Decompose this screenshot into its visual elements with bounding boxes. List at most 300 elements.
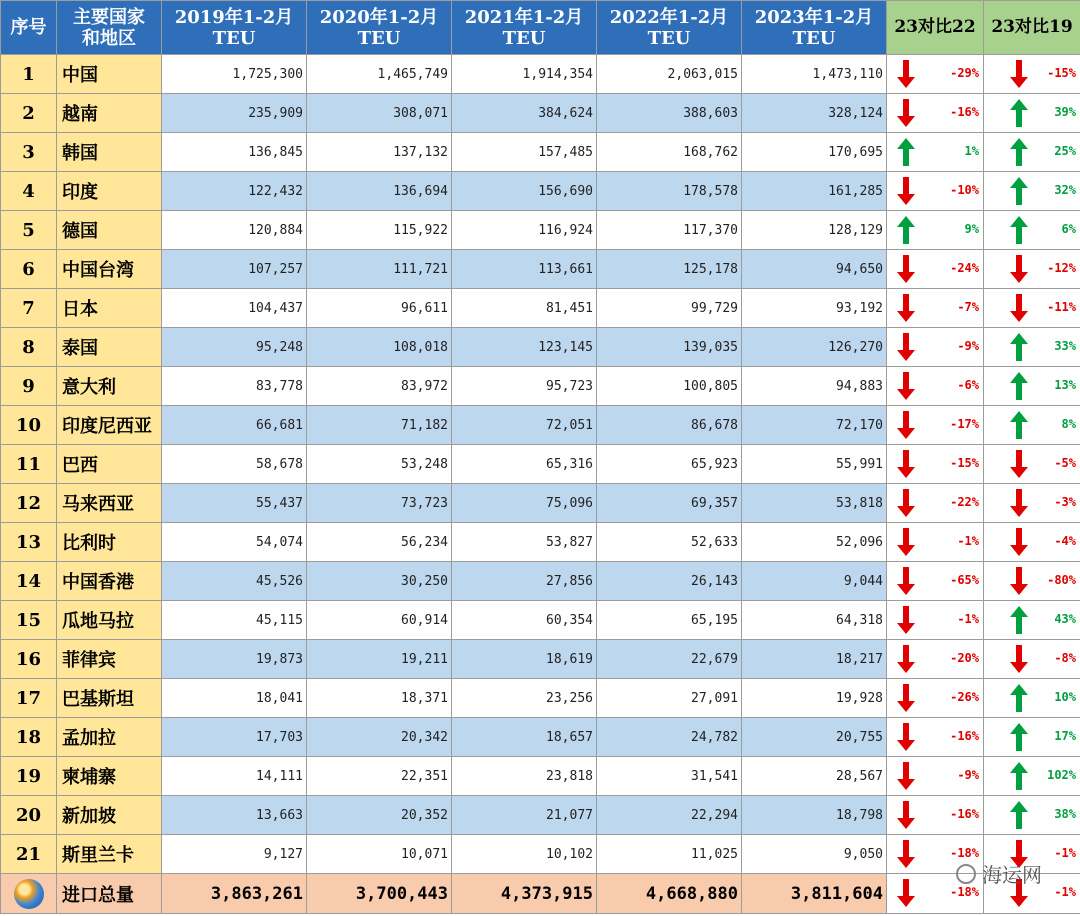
change-percent: 17% (1054, 729, 1076, 743)
change-percent: 102% (1047, 768, 1076, 782)
change-percent: -10% (950, 183, 979, 197)
change-percent: -17% (950, 417, 979, 431)
change-vs-2022 (887, 250, 984, 289)
region-name: 日本 (57, 289, 162, 328)
teu-value: 136,694 (307, 172, 452, 211)
teu-value: 111,721 (307, 250, 452, 289)
table-row (1, 289, 1080, 328)
arrow-down-icon (1008, 58, 1030, 90)
table-row (1, 523, 1080, 562)
change-percent: -18% (950, 846, 979, 860)
row-index: 2 (1, 94, 57, 133)
header-region (57, 1, 162, 55)
teu-value: 117,370 (597, 211, 742, 250)
teu-value: 128,129 (742, 211, 887, 250)
header-index: 序号 (1, 1, 57, 55)
header-unit: TEU (212, 27, 256, 49)
change-percent: 39% (1054, 105, 1076, 119)
teu-value: 20,342 (307, 718, 452, 757)
arrow-down-icon (895, 370, 917, 402)
teu-value: 60,354 (452, 601, 597, 640)
table-row (1, 718, 1080, 757)
teu-value: 56,234 (307, 523, 452, 562)
change-percent: -24% (950, 261, 979, 275)
change-percent: -3% (1054, 495, 1076, 509)
change-vs-2022 (887, 796, 984, 835)
change-vs-2019 (984, 172, 1080, 211)
teu-value: 64,318 (742, 601, 887, 640)
row-index: 12 (1, 484, 57, 523)
change-percent: -9% (957, 339, 979, 353)
table-row (1, 211, 1080, 250)
teu-value: 22,351 (307, 757, 452, 796)
teu-value: 113,661 (452, 250, 597, 289)
header-compare-22: 23对比22 (887, 1, 984, 55)
teu-value: 17,703 (162, 718, 307, 757)
teu-value: 20,352 (307, 796, 452, 835)
teu-value: 104,437 (162, 289, 307, 328)
region-name: 中国 (57, 55, 162, 94)
teu-value: 19,928 (742, 679, 887, 718)
change-vs-2019 (984, 406, 1080, 445)
teu-value: 9,127 (162, 835, 307, 874)
teu-value: 178,578 (597, 172, 742, 211)
teu-value: 96,611 (307, 289, 452, 328)
teu-value: 66,681 (162, 406, 307, 445)
table-row (1, 250, 1080, 289)
teu-value: 30,250 (307, 562, 452, 601)
table-row (1, 328, 1080, 367)
teu-value: 22,294 (597, 796, 742, 835)
arrow-down-icon (1008, 643, 1030, 675)
header-year-2021 (452, 1, 597, 55)
change-vs-2022 (887, 406, 984, 445)
header-period: 2021年1-2月 (464, 6, 584, 28)
teu-value: 94,650 (742, 250, 887, 289)
teu-value: 384,624 (452, 94, 597, 133)
teu-value: 10,102 (452, 835, 597, 874)
arrow-down-icon (895, 838, 917, 870)
change-vs-2019 (984, 55, 1080, 94)
teu-value: 1,914,354 (452, 55, 597, 94)
change-percent: -26% (950, 690, 979, 704)
change-percent: -5% (1054, 456, 1076, 470)
teu-value: 65,195 (597, 601, 742, 640)
teu-value: 53,248 (307, 445, 452, 484)
teu-value: 21,077 (452, 796, 597, 835)
teu-value: 11,025 (597, 835, 742, 874)
change-vs-2019 (984, 679, 1080, 718)
region-name: 德国 (57, 211, 162, 250)
change-vs-2022 (887, 289, 984, 328)
change-percent: 13% (1054, 378, 1076, 392)
region-name: 越南 (57, 94, 162, 133)
change-percent: -16% (950, 729, 979, 743)
table-row (1, 94, 1080, 133)
change-percent: 32% (1054, 183, 1076, 197)
change-vs-2022 (887, 445, 984, 484)
table-row (1, 601, 1080, 640)
arrow-down-icon (895, 526, 917, 558)
change-percent: 38% (1054, 807, 1076, 821)
change-vs-2022 (887, 640, 984, 679)
arrow-down-icon (1008, 448, 1030, 480)
header-year-2020 (307, 1, 452, 55)
table-row (1, 640, 1080, 679)
arrow-down-icon (1008, 292, 1030, 324)
change-vs-2019 (984, 796, 1080, 835)
change-vs-2019 (984, 718, 1080, 757)
region-name: 瓜地马拉 (57, 601, 162, 640)
row-index: 1 (1, 55, 57, 94)
arrow-up-icon (1008, 799, 1030, 831)
teu-value: 71,182 (307, 406, 452, 445)
teu-value: 52,633 (597, 523, 742, 562)
header-year-2023 (742, 1, 887, 55)
brand-name: 海运网 (982, 863, 1042, 887)
region-name: 比利时 (57, 523, 162, 562)
teu-value: 69,357 (597, 484, 742, 523)
change-vs-2019 (984, 367, 1080, 406)
header-unit: TEU (647, 27, 691, 49)
change-vs-2019 (984, 484, 1080, 523)
arrow-down-icon (895, 253, 917, 285)
change-percent: -80% (1047, 573, 1076, 587)
teu-value: 20,755 (742, 718, 887, 757)
teu-value: 28,567 (742, 757, 887, 796)
change-vs-2022 (887, 172, 984, 211)
header-unit: TEU (502, 27, 546, 49)
header-compare-19: 23对比19 (984, 1, 1080, 55)
teu-value: 18,371 (307, 679, 452, 718)
teu-value: 45,526 (162, 562, 307, 601)
teu-value: 18,657 (452, 718, 597, 757)
arrow-down-icon (1008, 838, 1030, 870)
region-name: 柬埔寨 (57, 757, 162, 796)
change-percent: 10% (1054, 690, 1076, 704)
arrow-down-icon (1008, 877, 1030, 909)
teu-value: 137,132 (307, 133, 452, 172)
row-index: 8 (1, 328, 57, 367)
row-index: 5 (1, 211, 57, 250)
arrow-down-icon (895, 721, 917, 753)
teu-value: 81,451 (452, 289, 597, 328)
change-percent: 25% (1054, 144, 1076, 158)
teu-value: 53,827 (452, 523, 597, 562)
teu-value: 170,695 (742, 133, 887, 172)
total-value: 4,373,915 (452, 874, 597, 914)
header-row (1, 1, 1080, 55)
teu-value: 55,437 (162, 484, 307, 523)
arrow-down-icon (895, 760, 917, 792)
teu-value: 95,248 (162, 328, 307, 367)
teu-value: 94,883 (742, 367, 887, 406)
teu-value: 73,723 (307, 484, 452, 523)
teu-value: 23,256 (452, 679, 597, 718)
region-name: 孟加拉 (57, 718, 162, 757)
arrow-up-icon (1008, 331, 1030, 363)
teu-value: 27,856 (452, 562, 597, 601)
teu-value: 126,270 (742, 328, 887, 367)
arrow-up-icon (1008, 136, 1030, 168)
region-name: 中国台湾 (57, 250, 162, 289)
teu-value: 55,991 (742, 445, 887, 484)
teu-value: 53,818 (742, 484, 887, 523)
row-index: 13 (1, 523, 57, 562)
change-percent: -15% (950, 456, 979, 470)
change-vs-2019 (984, 133, 1080, 172)
change-vs-2022 (887, 601, 984, 640)
change-vs-2022 (887, 55, 984, 94)
row-index: 11 (1, 445, 57, 484)
teu-value: 120,884 (162, 211, 307, 250)
change-vs-2019 (984, 523, 1080, 562)
region-name: 巴基斯坦 (57, 679, 162, 718)
arrow-down-icon (895, 643, 917, 675)
change-percent: 8% (1061, 417, 1076, 431)
change-percent: 6% (1061, 222, 1076, 236)
teu-value: 86,678 (597, 406, 742, 445)
teu-value: 60,914 (307, 601, 452, 640)
arrow-up-icon (895, 214, 917, 246)
table-row (1, 796, 1080, 835)
total-value: 4,668,880 (597, 874, 742, 914)
change-vs-2019 (984, 211, 1080, 250)
arrow-up-icon (1008, 370, 1030, 402)
teu-value: 9,050 (742, 835, 887, 874)
change-percent: 43% (1054, 612, 1076, 626)
teu-value: 1,473,110 (742, 55, 887, 94)
teu-value: 122,432 (162, 172, 307, 211)
arrow-down-icon (895, 877, 917, 909)
table-row (1, 757, 1080, 796)
teu-value: 2,063,015 (597, 55, 742, 94)
change-percent: -1% (957, 534, 979, 548)
arrow-up-icon (1008, 721, 1030, 753)
table-row (1, 835, 1080, 874)
total-row (1, 874, 1080, 914)
change-percent: -18% (950, 885, 979, 899)
arrow-down-icon (1008, 487, 1030, 519)
arrow-down-icon (895, 682, 917, 714)
change-percent: 1% (964, 144, 979, 158)
arrow-up-icon (1008, 175, 1030, 207)
arrow-down-icon (895, 799, 917, 831)
change-vs-2022 (887, 133, 984, 172)
change-percent: 9% (964, 222, 979, 236)
change-percent: -1% (1054, 846, 1076, 860)
header-year-2019 (162, 1, 307, 55)
change-percent: -29% (950, 66, 979, 80)
change-percent: -16% (950, 807, 979, 821)
teu-value: 115,922 (307, 211, 452, 250)
header-region-line2: 和地区 (82, 27, 136, 49)
row-index: 10 (1, 406, 57, 445)
teu-value: 9,044 (742, 562, 887, 601)
teu-value: 23,818 (452, 757, 597, 796)
change-percent: -1% (1054, 885, 1076, 899)
teu-value: 65,923 (597, 445, 742, 484)
table-row (1, 679, 1080, 718)
arrow-down-icon (895, 292, 917, 324)
row-index: 16 (1, 640, 57, 679)
row-index: 20 (1, 796, 57, 835)
teu-value: 157,485 (452, 133, 597, 172)
teu-value: 58,678 (162, 445, 307, 484)
change-vs-2022 (887, 523, 984, 562)
change-vs-2019 (984, 601, 1080, 640)
change-vs-2022 (887, 718, 984, 757)
arrow-down-icon (1008, 253, 1030, 285)
region-name: 新加坡 (57, 796, 162, 835)
total-value: 3,700,443 (307, 874, 452, 914)
arrow-down-icon (895, 175, 917, 207)
teu-value: 19,873 (162, 640, 307, 679)
header-region-line1: 主要国家 (73, 6, 145, 28)
teu-value: 125,178 (597, 250, 742, 289)
row-index: 9 (1, 367, 57, 406)
header-period: 2020年1-2月 (319, 6, 439, 28)
header-year-2022 (597, 1, 742, 55)
row-index: 17 (1, 679, 57, 718)
change-percent: -65% (950, 573, 979, 587)
change-vs-2019 (984, 94, 1080, 133)
region-name: 巴西 (57, 445, 162, 484)
change-vs-2022 (887, 757, 984, 796)
region-name: 泰国 (57, 328, 162, 367)
table-row (1, 133, 1080, 172)
arrow-down-icon (895, 565, 917, 597)
region-name: 菲律宾 (57, 640, 162, 679)
arrow-up-icon (895, 136, 917, 168)
change-vs-2019 (984, 289, 1080, 328)
arrow-up-icon (1008, 97, 1030, 129)
arrow-down-icon (895, 331, 917, 363)
header-unit: TEU (357, 27, 401, 49)
teu-value: 116,924 (452, 211, 597, 250)
change-percent: 33% (1054, 339, 1076, 353)
arrow-up-icon (1008, 409, 1030, 441)
teu-value: 18,619 (452, 640, 597, 679)
arrow-up-icon (1008, 760, 1030, 792)
arrow-down-icon (895, 97, 917, 129)
arrow-up-icon (1008, 214, 1030, 246)
teu-value: 18,217 (742, 640, 887, 679)
change-vs-2022 (887, 835, 984, 874)
teu-value: 24,782 (597, 718, 742, 757)
teu-value: 18,798 (742, 796, 887, 835)
globe-logo-cell (1, 874, 57, 914)
change-vs-2019 (984, 835, 1080, 874)
change-percent: -4% (1054, 534, 1076, 548)
teu-value: 95,723 (452, 367, 597, 406)
teu-value: 26,143 (597, 562, 742, 601)
total-label: 进口总量 (57, 874, 162, 914)
teu-value: 45,115 (162, 601, 307, 640)
header-period: 2019年1-2月 (174, 6, 294, 28)
teu-value: 10,071 (307, 835, 452, 874)
change-vs-2022 (887, 484, 984, 523)
teu-value: 139,035 (597, 328, 742, 367)
arrow-down-icon (895, 409, 917, 441)
teu-value: 52,096 (742, 523, 887, 562)
row-index: 4 (1, 172, 57, 211)
teu-value: 72,051 (452, 406, 597, 445)
total-value: 3,811,604 (742, 874, 887, 914)
change-vs-2019 (984, 562, 1080, 601)
change-vs-2019 (984, 757, 1080, 796)
table-row (1, 484, 1080, 523)
teu-value: 107,257 (162, 250, 307, 289)
change-vs-2022 (887, 679, 984, 718)
change-percent: -20% (950, 651, 979, 665)
arrow-down-icon (1008, 526, 1030, 558)
teu-value: 1,465,749 (307, 55, 452, 94)
arrow-down-icon (895, 448, 917, 480)
region-name: 中国香港 (57, 562, 162, 601)
teu-value: 72,170 (742, 406, 887, 445)
teu-value: 75,096 (452, 484, 597, 523)
teu-value: 93,192 (742, 289, 887, 328)
change-percent: -9% (957, 768, 979, 782)
change-vs-2022 (887, 562, 984, 601)
row-index: 21 (1, 835, 57, 874)
teu-value: 31,541 (597, 757, 742, 796)
teu-value: 22,679 (597, 640, 742, 679)
region-name: 韩国 (57, 133, 162, 172)
teu-value: 308,071 (307, 94, 452, 133)
header-unit: TEU (792, 27, 836, 49)
teu-value: 65,316 (452, 445, 597, 484)
change-vs-2019 (984, 250, 1080, 289)
change-percent: -6% (957, 378, 979, 392)
table-row (1, 406, 1080, 445)
teu-value: 14,111 (162, 757, 307, 796)
teu-value: 108,018 (307, 328, 452, 367)
change-percent: -15% (1047, 66, 1076, 80)
teu-value: 388,603 (597, 94, 742, 133)
table-row (1, 172, 1080, 211)
teu-value: 54,074 (162, 523, 307, 562)
table-row (1, 445, 1080, 484)
teu-value: 328,124 (742, 94, 887, 133)
change-vs-2019 (984, 640, 1080, 679)
header-period: 2023年1-2月 (754, 6, 874, 28)
change-vs-2019 (984, 328, 1080, 367)
row-index: 15 (1, 601, 57, 640)
globe-icon (14, 879, 44, 909)
teu-value: 83,778 (162, 367, 307, 406)
row-index: 19 (1, 757, 57, 796)
change-vs-2022 (887, 211, 984, 250)
change-percent: -16% (950, 105, 979, 119)
table-body (1, 55, 1080, 914)
row-index: 7 (1, 289, 57, 328)
change-percent: -11% (1047, 300, 1076, 314)
arrow-down-icon (1008, 565, 1030, 597)
region-name: 马来西亚 (57, 484, 162, 523)
change-percent: -1% (957, 612, 979, 626)
table-row (1, 367, 1080, 406)
arrow-up-icon (1008, 682, 1030, 714)
arrow-down-icon (895, 58, 917, 90)
change-percent: -12% (1047, 261, 1076, 275)
table-row (1, 55, 1080, 94)
teu-value: 13,663 (162, 796, 307, 835)
teu-value: 19,211 (307, 640, 452, 679)
table-row (1, 562, 1080, 601)
arrow-up-icon (1008, 604, 1030, 636)
